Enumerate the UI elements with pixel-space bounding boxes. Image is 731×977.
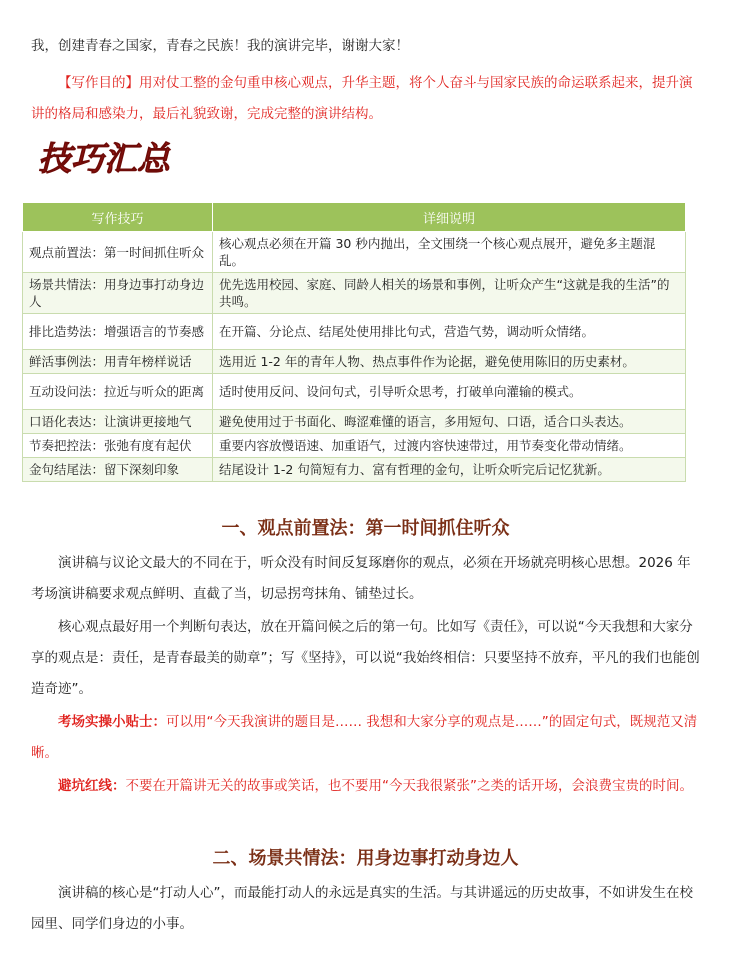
- table-row: [23, 374, 686, 410]
- logo-lettering: 技巧汇总: [38, 139, 170, 178]
- skills-table: [22, 202, 686, 482]
- section2-heading: 二、场景共情法：用身边事打动身边人: [212, 848, 519, 869]
- section1-paragraph-2: 核心观点最好用一个判断句表达，放在开篇问候之后的第一句。比如写《责任》，可以说“今天我想和大家分享的观点是：责任，是青春最美的勋章”；写《坚持》，可以说“我始终相信：只要坚持不放弃，平凡的我们也能创造奇迹”。: [31, 619, 700, 697]
- table-cell-skill: 节奏把控法：张弛有度有起伏: [23, 434, 213, 458]
- table-header-row: [23, 203, 686, 232]
- table-cell-detail: 重要内容放慢语速、加重语气，过渡内容快速带过，用节奏变化带动情绪。: [213, 434, 686, 458]
- table-cell-skill: 场景共情法：用身边事打动身边人: [23, 273, 213, 314]
- table-cell-detail: 核心观点必须在开篇 30 秒内抛出，全文围绕一个核心观点展开，避免多主题混乱。: [213, 232, 686, 273]
- section2-paragraph-1: 演讲稿的核心是“打动人心”，而最能打动人的永远是真实的生活。与其讲遥远的历史故事，不如讲发生在校园里、同学们身边的小事。: [31, 885, 693, 932]
- section1-paragraph-1: 演讲稿与议论文最大的不同在于，听众没有时间反复琢磨你的观点，必须在开场就亮明核心思想。2026 年考场演讲稿要求观点鲜明、直截了当，切忌拐弯抹角、铺垫过长。: [31, 555, 691, 602]
- table-row: [23, 350, 686, 374]
- table-cell-skill: 互动设问法：拉近与听众的距离: [23, 374, 213, 410]
- warning-label: 避坑红线：: [58, 778, 126, 794]
- table-row: [23, 314, 686, 350]
- table-cell-detail: 避免使用过于书面化、晦涩难懂的语言，多用短句、口语，适合口头表达。: [213, 410, 686, 434]
- table-cell-skill: 金句结尾法：留下深刻印象: [23, 458, 213, 482]
- purpose-tag: 【写作目的】: [58, 75, 139, 91]
- table-cell-detail: 在开篇、分论点、结尾处使用排比句式，营造气势，调动听众情绪。: [213, 314, 686, 350]
- table-cell-skill: 口语化表达：让演讲更接地气: [23, 410, 213, 434]
- table-row: [23, 410, 686, 434]
- table-header-detail: 详细说明: [213, 203, 686, 232]
- section1-warning: [31, 771, 701, 802]
- exam-tip-label: 考场实操小贴士：: [58, 714, 166, 730]
- section1-exam-tip: [31, 707, 701, 769]
- table-cell-skill: 鲜活事例法：用青年榜样说话: [23, 350, 213, 374]
- table-cell-detail: 适时使用反问、设问句式，引导听众思考，打破单向灌输的模式。: [213, 374, 686, 410]
- table-cell-detail: 选用近 1-2 年的青年人物、热点事件作为论据，避免使用陈旧的历史素材。: [213, 350, 686, 374]
- table-cell-detail: 优先选用校园、家庭、同龄人相关的场景和事例，让听众产生“这就是我的生活”的共鸣。: [213, 273, 686, 314]
- table-row: [23, 273, 686, 314]
- skills-summary-logo: [36, 135, 186, 181]
- table-row: [23, 434, 686, 458]
- intro-closing-line: 我，创建青春之国家，青春之民族！我的演讲完毕，谢谢大家！: [31, 38, 409, 54]
- table-header-skill: 写作技巧: [23, 203, 213, 232]
- table-row: [23, 458, 686, 482]
- purpose-text: 用对仗工整的金句重申核心观点，升华主题，将个人奋斗与国家民族的命运联系起来，提升演讲的格局和感染力，最后礼貌致谢，完成完整的演讲结构。: [31, 75, 693, 122]
- exam-tip-text: 可以用“今天我演讲的题目是…… 我想和大家分享的观点是……”的固定句式，既规范又清晰。: [31, 714, 698, 761]
- table-cell-skill: 排比造势法：增强语言的节奏感: [23, 314, 213, 350]
- table-cell-skill: 观点前置法：第一时间抓住听众: [23, 232, 213, 273]
- section1-heading: 一、观点前置法：第一时间抓住听众: [221, 518, 510, 539]
- table-cell-detail: 结尾设计 1-2 句简短有力、富有哲理的金句，让听众听完后记忆犹新。: [213, 458, 686, 482]
- writing-purpose: [31, 68, 703, 130]
- warning-text: 不要在开篇讲无关的故事或笑话，也不要用“今天我很紧张”之类的话开场，会浪费宝贵的时间。: [125, 778, 693, 794]
- table-row: [23, 232, 686, 273]
